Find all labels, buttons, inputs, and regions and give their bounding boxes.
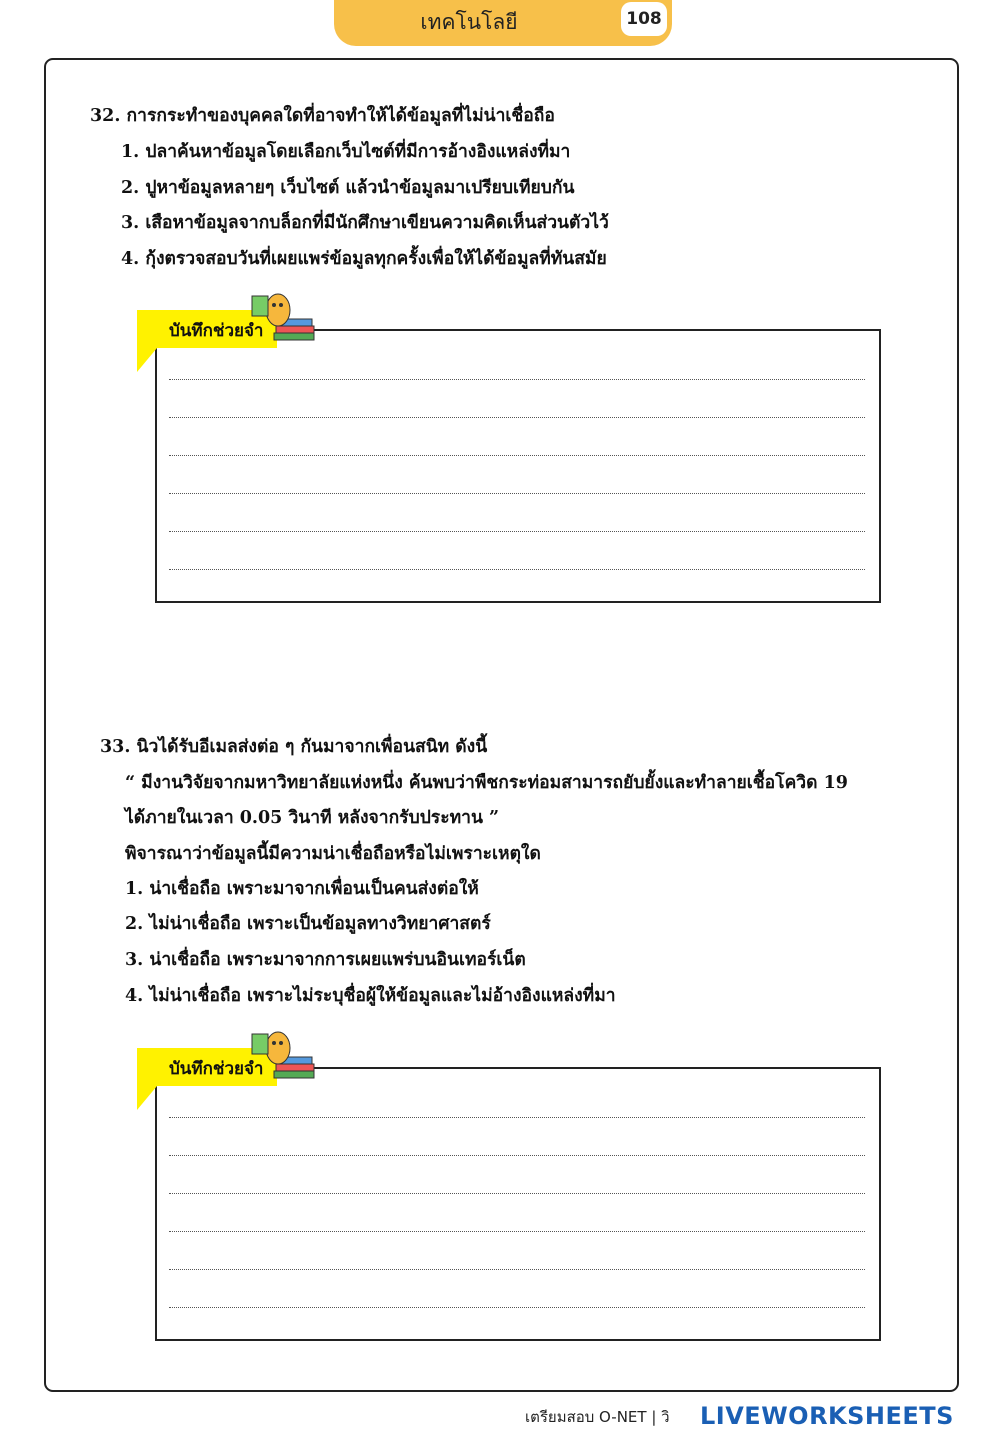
answer-line[interactable] — [169, 379, 865, 380]
answer-line[interactable] — [169, 531, 865, 532]
answer-line[interactable] — [169, 455, 865, 456]
question-33-prompt: พิจารณาว่าข้อมูลนี้มีความน่าเชื่อถือหรือไม่เพราะเหตุใด — [125, 844, 541, 864]
answer-line[interactable] — [169, 1193, 865, 1194]
book-mascot-icon — [248, 288, 318, 348]
question-32-title: 32. การกระทำของบุคคลใดที่อาจทำให้ได้ข้อมูลที่ไม่น่าเชื่อถือ — [90, 106, 555, 126]
question-33-option-2[interactable]: 2. ไม่น่าเชื่อถือ เพราะเป็นข้อมูลทางวิทยาศาสตร์ — [125, 914, 491, 934]
answer-line[interactable] — [169, 417, 865, 418]
note-box-32[interactable] — [155, 329, 881, 603]
answer-line[interactable] — [169, 1307, 865, 1308]
book-mascot-icon — [248, 1026, 318, 1086]
note-label: บันทึกช่วยจำ — [169, 1059, 264, 1079]
question-33-quote-line-2: ได้ภายในเวลา 0.05 วินาที หลังจากรับประทาน ” — [125, 808, 500, 828]
question-32-option-4[interactable]: 4. กุ้งตรวจสอบวันที่เผยแพร่ข้อมูลทุกครั้งเพื่อให้ได้ข้อมูลที่ทันสมัย — [121, 249, 607, 269]
footer-text: เตรียมสอบ O-NET | วิ — [525, 1408, 670, 1426]
page-number: 108 — [621, 2, 667, 36]
subject-title: เทคโนโลยี — [420, 10, 518, 34]
question-33-option-4[interactable]: 4. ไม่น่าเชื่อถือ เพราะไม่ระบุชื่อผู้ให้ข้อมูลและไม่อ้างอิงแหล่งที่มา — [125, 986, 616, 1006]
liveworksheets-logo[interactable]: LIVEWORKSHEETS — [700, 1402, 954, 1430]
answer-line[interactable] — [169, 1269, 865, 1270]
answer-line[interactable] — [169, 493, 865, 494]
question-33-option-3[interactable]: 3. น่าเชื่อถือ เพราะมาจากการเผยแพร่บนอินเทอร์เน็ต — [125, 950, 526, 970]
answer-line[interactable] — [169, 1117, 865, 1118]
answer-line[interactable] — [169, 1231, 865, 1232]
question-32-option-2[interactable]: 2. ปูหาข้อมูลหลายๆ เว็บไซต์ แล้วนำข้อมูลมาเปรียบเทียบกัน — [121, 178, 575, 198]
note-box-33[interactable] — [155, 1067, 881, 1341]
question-33-quote-line-1: “ มีงานวิจัยจากมหาวิทยาลัยแห่งหนึ่ง ค้นพบว่าพืชกระท่อมสามารถยับยั้งและทำลายเชื้อโควิด 19 — [125, 773, 848, 793]
question-33-option-1[interactable]: 1. น่าเชื่อถือ เพราะมาจากเพื่อนเป็นคนส่งต่อให้ — [125, 879, 479, 899]
header-tab — [334, 0, 672, 46]
question-33-title: 33. นิวได้รับอีเมลส่งต่อ ๆ กันมาจากเพื่อนสนิท ดังนี้ — [100, 737, 488, 757]
answer-line[interactable] — [169, 569, 865, 570]
question-32-option-3[interactable]: 3. เสือหาข้อมูลจากบล็อกที่มีนักศึกษาเขียนความคิดเห็นส่วนตัวไว้ — [121, 213, 609, 233]
answer-line[interactable] — [169, 1155, 865, 1156]
note-label: บันทึกช่วยจำ — [169, 321, 264, 341]
question-32-option-1[interactable]: 1. ปลาค้นหาข้อมูลโดยเลือกเว็บไซต์ที่มีการอ้างอิงแหล่งที่มา — [121, 142, 571, 162]
